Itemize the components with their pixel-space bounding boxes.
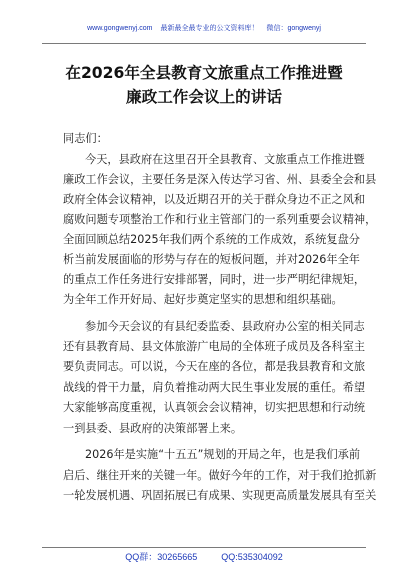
- paragraph-3-line: 2026年是实施“十五五”规划的开局之年，也是我们承前: [85, 448, 361, 461]
- paragraph-1-line: 腐败问题专项整治工作和行业主管部门的一系列重要会议精神，: [63, 213, 377, 226]
- paragraph-2-line: 一到县委、县政府的决策部署上来。: [63, 422, 243, 435]
- paragraph-1-line: 今天，县政府在这里召开全县教育、文旅重点工作推进暨: [85, 153, 365, 166]
- wechat-id: 微信：gongwenyj: [266, 25, 321, 32]
- site-url[interactable]: www.gongwenyj.com: [87, 25, 153, 32]
- paragraph-1-line: 廉政工作会议，主要任务是深入传达学习省、州、县委全会和县: [63, 173, 377, 186]
- paragraph-1-line: 析当前发展面临的形势与存在的短板问题，并对2026年全年: [63, 253, 360, 266]
- paragraph-2-line: 要负责同志。可以说，今天在座的各位，都是我县教育和文旅: [63, 360, 366, 373]
- paragraph-2-line: 战线的骨干力量，肩负着推动两大民生事业发展的重任。希望: [63, 381, 366, 394]
- qq-contact: QQ:535304092: [221, 552, 283, 562]
- salutation: 同志们：: [63, 132, 108, 145]
- qq-group: QQ群：30265665: [125, 552, 198, 562]
- header-divider: [42, 43, 366, 44]
- document-title-line-1: 在2026年全县教育文旅重点工作推进暨: [65, 64, 343, 82]
- paragraph-3-line: 启后、继往开来的关键一年。做好今年的工作，对于我们抢抓新: [63, 469, 377, 482]
- site-footer: [0, 551, 408, 563]
- paragraph-1-line: 的重点工作任务进行安排部署，同时，进一步严明纪律规矩，: [63, 273, 366, 286]
- site-header: [0, 24, 408, 34]
- paragraph-1-line: 全面回顾总结2025年我们两个系统的工作成效，系统复盘分: [63, 233, 360, 246]
- paragraph-2-line: 大家能够高度重视，认真领会会议精神，切实把思想和行动统: [63, 401, 366, 414]
- paragraph-1-line: 为全年工作开好局、起好步奠定坚实的思想和组织基础。: [63, 293, 343, 306]
- document-title-line-2: 廉政工作会议上的讲话: [126, 88, 282, 106]
- footer-divider: [42, 547, 366, 548]
- paragraph-2-line: 参加今天会议的有县纪委监委、县政府办公室的相关同志: [85, 320, 365, 333]
- site-slogan: 最新最全最专业的公文资料库！: [160, 25, 259, 32]
- paragraph-1-line: 政府全体会议精神，以及近期召开的关于群众身边不正之风和: [63, 193, 366, 206]
- paragraph-3-line: 一轮发展机遇、巩固拓展已有成果、实现更高质量发展具有至关: [63, 489, 377, 502]
- paragraph-2-line: 还有县教育局、县文体旅游广电局的全体班子成员及各科室主: [63, 340, 366, 353]
